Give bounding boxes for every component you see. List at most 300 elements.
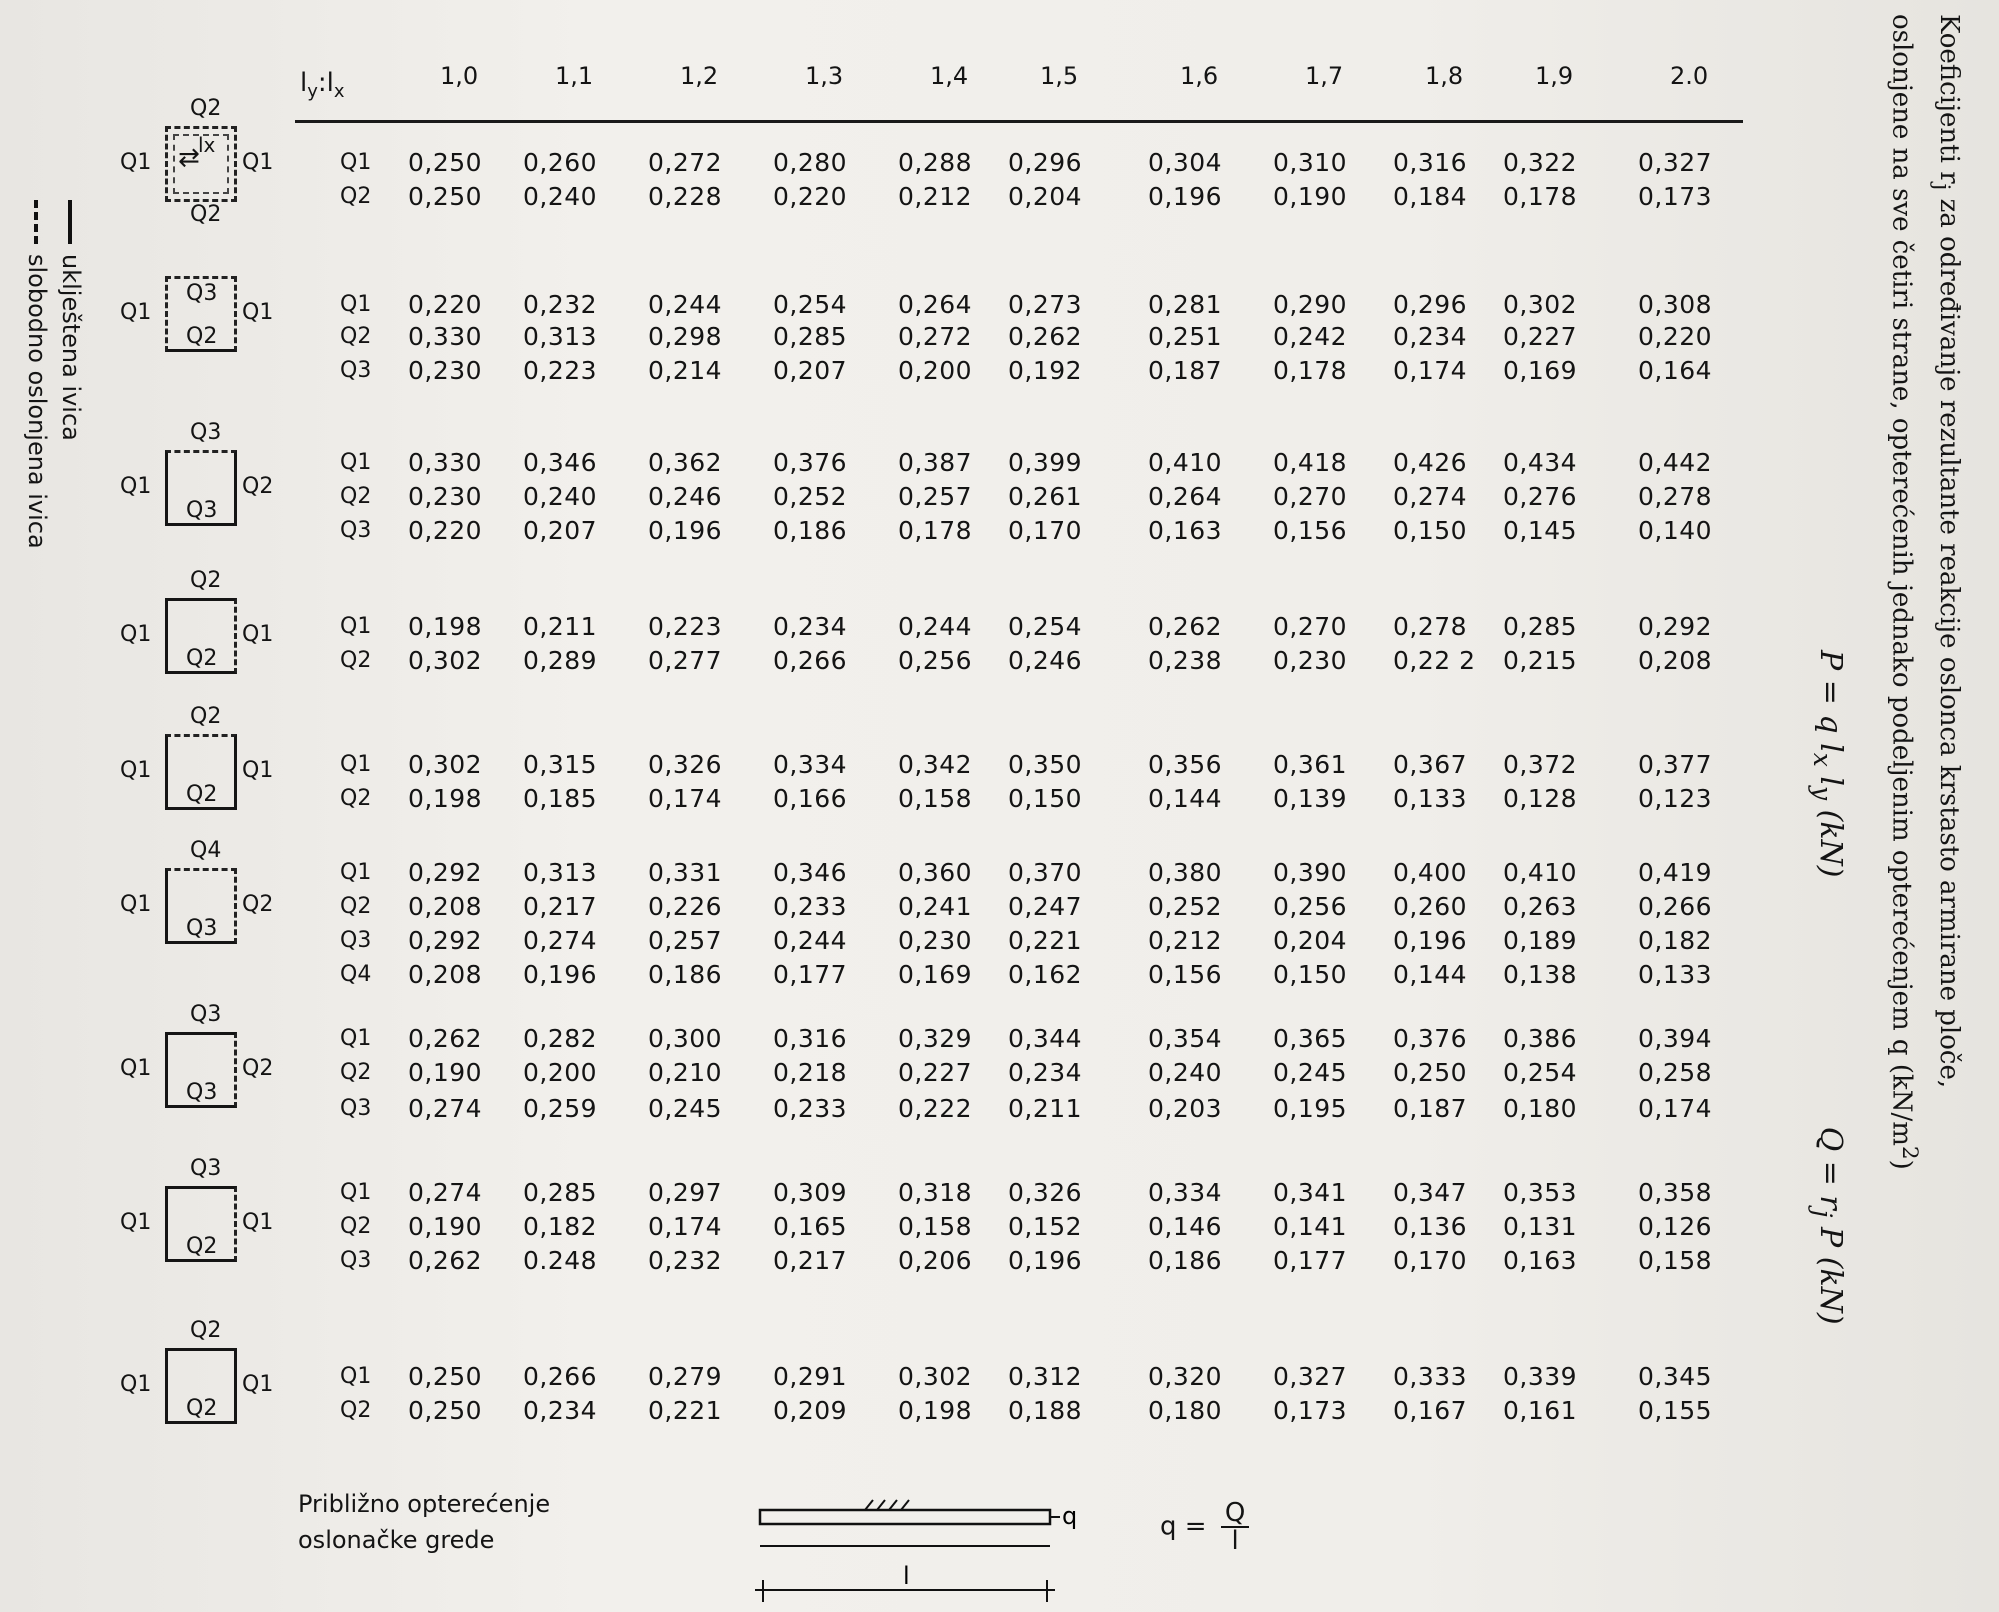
dashed-line-icon <box>34 200 38 244</box>
table-cell: 0,365 <box>1273 1024 1348 1053</box>
table-cell: 0.248 <box>523 1246 598 1275</box>
column-header: 1,0 <box>440 62 479 90</box>
table-cell: 0,178 <box>898 516 973 545</box>
table-cell: 0,156 <box>1148 960 1223 989</box>
edge-load-label: Q3 <box>190 420 222 445</box>
table-cell: 0,144 <box>1393 960 1468 989</box>
table-cell: 0,163 <box>1148 516 1223 545</box>
table-cell: 0,362 <box>648 448 723 477</box>
row-q-label: Q1 <box>340 150 372 175</box>
edge-load-label: Q1 <box>242 150 274 175</box>
table-cell: 0,208 <box>408 892 483 921</box>
table-cell: 0,189 <box>1503 926 1578 955</box>
table-cell: 0,214 <box>648 356 723 385</box>
table-cell: 0,353 <box>1503 1178 1578 1207</box>
table-cell: 0,186 <box>648 960 723 989</box>
table-cell: 0,174 <box>648 1212 723 1241</box>
table-cell: 0,145 <box>1503 516 1578 545</box>
table-cell: 0,276 <box>1503 482 1578 511</box>
table-cell: 0,274 <box>1393 482 1468 511</box>
table-cell: 0,292 <box>408 858 483 887</box>
table-cell: 0,250 <box>1393 1058 1468 1087</box>
table-cell: 0,230 <box>1273 646 1348 675</box>
table-cell: 0,339 <box>1503 1362 1578 1391</box>
table-cell: 0,341 <box>1273 1178 1348 1207</box>
table-cell: 0,358 <box>1638 1178 1713 1207</box>
table-cell: 0,230 <box>898 926 973 955</box>
table-cell: 0,240 <box>523 182 598 211</box>
edge-load-label: Q2 <box>242 1056 274 1081</box>
table-cell: 0,442 <box>1638 448 1713 477</box>
table-cell: 0,196 <box>523 960 598 989</box>
edge-load-label: Q1 <box>242 758 274 783</box>
table-cell: 0,222 <box>898 1094 973 1123</box>
table-cell: 0,262 <box>408 1246 483 1275</box>
inner-bottom-label: Q3 <box>186 916 218 941</box>
table-cell: 0,262 <box>408 1024 483 1053</box>
table-cell: 0,150 <box>1393 516 1468 545</box>
table-cell: 0,327 <box>1273 1362 1348 1391</box>
column-header: 1,3 <box>805 62 844 90</box>
edge-load-label: Q2 <box>190 568 222 593</box>
edge-load-label: Q1 <box>120 474 152 499</box>
table-cell: 0,150 <box>1273 960 1348 989</box>
table-cell: 0,418 <box>1273 448 1348 477</box>
table-cell: 0,186 <box>1148 1246 1223 1275</box>
table-cell: 0,264 <box>1148 482 1223 511</box>
table-cell: 0,190 <box>408 1212 483 1241</box>
table-cell: 0,211 <box>1008 1094 1083 1123</box>
table-cell: 0,144 <box>1148 784 1223 813</box>
table-cell: 0,346 <box>523 448 598 477</box>
column-header: 1,9 <box>1535 62 1574 90</box>
table-cell: 0,304 <box>1148 148 1223 177</box>
edge-load-label: Q2 <box>190 704 222 729</box>
plate-diagram <box>165 734 237 810</box>
column-header: 1,5 <box>1040 62 1079 90</box>
table-cell: 0,234 <box>773 612 848 641</box>
edge-load-label: Q1 <box>242 622 274 647</box>
table-cell: 0,155 <box>1638 1396 1713 1425</box>
table-cell: 0,146 <box>1148 1212 1223 1241</box>
table-cell: 0,372 <box>1503 750 1578 779</box>
row-q-label: Q2 <box>340 894 372 919</box>
table-cell: 0,262 <box>1008 322 1083 351</box>
edge-load-label: Q4 <box>190 838 222 863</box>
edge-load-label: Q1 <box>120 300 152 325</box>
table-cell: 0,217 <box>523 892 598 921</box>
table-cell: 0,331 <box>648 858 723 887</box>
table-cell: 0,346 <box>773 858 848 887</box>
table-cell: 0,233 <box>773 892 848 921</box>
table-cell: 0,288 <box>898 148 973 177</box>
table-cell: 0,285 <box>1503 612 1578 641</box>
table-cell: 0,162 <box>1008 960 1083 989</box>
table-cell: 0,309 <box>773 1178 848 1207</box>
table-cell: 0,187 <box>1148 356 1223 385</box>
table-cell: 0,22 2 <box>1393 646 1476 675</box>
table-cell: 0,250 <box>408 148 483 177</box>
table-cell: 0,266 <box>1638 892 1713 921</box>
table-cell: 0,250 <box>408 1396 483 1425</box>
table-cell: 0,240 <box>523 482 598 511</box>
table-cell: 0,228 <box>648 182 723 211</box>
table-cell: 0,169 <box>1503 356 1578 385</box>
table-cell: 0,246 <box>1008 646 1083 675</box>
table-cell: 0,296 <box>1393 290 1468 319</box>
row-q-label: Q2 <box>340 1398 372 1423</box>
inner-bottom-label: Q2 <box>186 324 218 349</box>
table-cell: 0,278 <box>1393 612 1468 641</box>
table-cell: 0,315 <box>523 750 598 779</box>
table-cell: 0,260 <box>523 148 598 177</box>
column-header: 1,1 <box>555 62 594 90</box>
table-cell: 0,254 <box>773 290 848 319</box>
table-cell: 0,302 <box>408 750 483 779</box>
table-cell: 0,344 <box>1008 1024 1083 1053</box>
solid-line-icon <box>68 200 72 244</box>
lx-label: lx <box>198 133 216 157</box>
title-line-2: oslonjene na sve četiri strane, opterećenih jednako podeljenim opterećenjem q $(kN/m^2)$ <box>1886 14 1922 1170</box>
table-cell: 0,329 <box>898 1024 973 1053</box>
edge-load-label: Q1 <box>242 1372 274 1397</box>
table-cell: 0,256 <box>898 646 973 675</box>
table-cell: 0,123 <box>1638 784 1713 813</box>
row-q-label: Q1 <box>340 1026 372 1051</box>
row-q-label: Q3 <box>340 1096 372 1121</box>
table-cell: 0,258 <box>1638 1058 1713 1087</box>
table-cell: 0,280 <box>773 148 848 177</box>
row-q-label: Q1 <box>340 1180 372 1205</box>
table-cell: 0,221 <box>1008 926 1083 955</box>
column-header: 1,2 <box>680 62 719 90</box>
edge-load-label: Q2 <box>190 202 222 227</box>
table-cell: 0,185 <box>523 784 598 813</box>
edge-load-label: Q1 <box>120 892 152 917</box>
formula-p: P = q $l_x$ $l_y$ (kN) <box>1808 650 1848 878</box>
table-cell: 0,256 <box>1273 892 1348 921</box>
edge-load-label: Q1 <box>120 758 152 783</box>
table-cell: 0,354 <box>1148 1024 1223 1053</box>
table-cell: 0,150 <box>1008 784 1083 813</box>
row-q-label: Q2 <box>340 184 372 209</box>
table-cell: 0,252 <box>773 482 848 511</box>
table-cell: 0,223 <box>648 612 723 641</box>
table-cell: 0,207 <box>773 356 848 385</box>
table-cell: 0,260 <box>1393 892 1468 921</box>
row-q-label: Q3 <box>340 928 372 953</box>
table-cell: 0,320 <box>1148 1362 1223 1391</box>
table-cell: 0,182 <box>1638 926 1713 955</box>
table-cell: 0,234 <box>1393 322 1468 351</box>
table-cell: 0,180 <box>1503 1094 1578 1123</box>
table-cell: 0,252 <box>1148 892 1223 921</box>
table-cell: 0,204 <box>1273 926 1348 955</box>
table-cell: 0,272 <box>898 322 973 351</box>
table-cell: 0,377 <box>1638 750 1713 779</box>
table-cell: 0,158 <box>1638 1246 1713 1275</box>
table-cell: 0,209 <box>773 1396 848 1425</box>
table-cell: 0,244 <box>898 612 973 641</box>
table-title <box>1885 14 1965 1594</box>
table-cell: 0,262 <box>1148 612 1223 641</box>
edge-load-label: Q2 <box>242 474 274 499</box>
table-cell: 0,212 <box>1148 926 1223 955</box>
edge-load-label: Q1 <box>120 1210 152 1235</box>
table-cell: 0,350 <box>1008 750 1083 779</box>
column-header: 1,7 <box>1305 62 1344 90</box>
table-cell: 0,250 <box>408 182 483 211</box>
table-cell: 0,434 <box>1503 448 1578 477</box>
edge-load-label: Q2 <box>190 1318 222 1343</box>
column-header: 1,4 <box>930 62 969 90</box>
table-cell: 0,410 <box>1503 858 1578 887</box>
plate-diagram <box>165 1032 237 1108</box>
table-cell: 0,274 <box>523 926 598 955</box>
plate-diagram <box>165 450 237 526</box>
table-cell: 0,419 <box>1638 858 1713 887</box>
table-cell: 0,232 <box>648 1246 723 1275</box>
footer-line-2: oslonačke grede <box>298 1526 495 1554</box>
inner-bottom-label: Q3 <box>186 498 218 523</box>
table-cell: 0,184 <box>1393 182 1468 211</box>
table-cell: 0,261 <box>1008 482 1083 511</box>
table-cell: 0,238 <box>1148 646 1223 675</box>
table-cell: 0,174 <box>1393 356 1468 385</box>
edge-load-label: Q3 <box>190 1156 222 1181</box>
footer-line-1: Približno opterećenje <box>298 1490 551 1518</box>
table-cell: 0,190 <box>408 1058 483 1087</box>
table-cell: 0,313 <box>523 858 598 887</box>
column-header: 2.0 <box>1670 62 1709 90</box>
table-cell: 0,198 <box>408 784 483 813</box>
table-cell: 0,164 <box>1638 356 1713 385</box>
table-cell: 0,330 <box>408 448 483 477</box>
edge-load-label: Q1 <box>242 1210 274 1235</box>
table-cell: 0,376 <box>773 448 848 477</box>
table-cell: 0,227 <box>898 1058 973 1087</box>
table-cell: 0,263 <box>1503 892 1578 921</box>
table-cell: 0,289 <box>523 646 598 675</box>
plate-diagram <box>165 1186 237 1262</box>
table-cell: 0,233 <box>773 1094 848 1123</box>
row-q-label: Q3 <box>340 518 372 543</box>
table-cell: 0,208 <box>1638 646 1713 675</box>
table-cell: 0,277 <box>648 646 723 675</box>
table-cell: 0,177 <box>1273 1246 1348 1275</box>
table-cell: 0,152 <box>1008 1212 1083 1241</box>
table-cell: 0,126 <box>1638 1212 1713 1241</box>
table-cell: 0,169 <box>898 960 973 989</box>
legend-fixed: uklještena ivica <box>54 200 88 549</box>
column-header: 1,6 <box>1180 62 1219 90</box>
table-cell: 0,254 <box>1503 1058 1578 1087</box>
table-cell: 0,290 <box>1273 290 1348 319</box>
table-cell: 0,310 <box>1273 148 1348 177</box>
table-cell: 0,208 <box>408 960 483 989</box>
table-cell: 0,174 <box>648 784 723 813</box>
row-q-label: Q2 <box>340 648 372 673</box>
table-cell: 0,230 <box>408 356 483 385</box>
table-cell: 0,312 <box>1008 1362 1083 1391</box>
inner-top-label: Q3 <box>186 281 218 306</box>
table-cell: 0,187 <box>1393 1094 1468 1123</box>
beam-l-label: l <box>903 1562 910 1590</box>
table-cell: 0,410 <box>1148 448 1223 477</box>
table-cell: 0,250 <box>408 1362 483 1391</box>
table-cell: 0,221 <box>648 1396 723 1425</box>
row-q-label: Q4 <box>340 962 372 987</box>
table-cell: 0,220 <box>773 182 848 211</box>
table-cell: 0,204 <box>1008 182 1083 211</box>
table-cell: 0,326 <box>1008 1178 1083 1207</box>
table-cell: 0,270 <box>1273 612 1348 641</box>
table-cell: 0,188 <box>1008 1396 1083 1425</box>
table-cell: 0,158 <box>898 1212 973 1241</box>
table-cell: 0,195 <box>1273 1094 1348 1123</box>
table-cell: 0,292 <box>1638 612 1713 641</box>
inner-bottom-label: Q2 <box>186 1234 218 1259</box>
table-cell: 0,200 <box>523 1058 598 1087</box>
table-cell: 0,376 <box>1393 1024 1468 1053</box>
table-cell: 0,167 <box>1393 1396 1468 1425</box>
edge-load-label: Q2 <box>190 96 222 121</box>
table-cell: 0,196 <box>648 516 723 545</box>
table-cell: 0,196 <box>1148 182 1223 211</box>
table-cell: 0,360 <box>898 858 973 887</box>
table-cell: 0,313 <box>523 322 598 351</box>
table-cell: 0,196 <box>1393 926 1468 955</box>
table-cell: 0,210 <box>648 1058 723 1087</box>
load-equation: q = $\frac{Q}{l}$ <box>1160 1500 1249 1554</box>
table-cell: 0,227 <box>1503 322 1578 351</box>
table-cell: 0,220 <box>408 290 483 319</box>
table-cell: 0,302 <box>408 646 483 675</box>
row-q-label: Q3 <box>340 358 372 383</box>
table-cell: 0,367 <box>1393 750 1468 779</box>
table-cell: 0,370 <box>1008 858 1083 887</box>
table-cell: 0,241 <box>898 892 973 921</box>
row-q-label: Q1 <box>340 860 372 885</box>
row-q-label: Q1 <box>340 1364 372 1389</box>
row-q-label: Q3 <box>340 1248 372 1273</box>
table-cell: 0,278 <box>1638 482 1713 511</box>
table-cell: 0,182 <box>523 1212 598 1241</box>
table-cell: 0,247 <box>1008 892 1083 921</box>
table-cell: 0,270 <box>1273 482 1348 511</box>
table-cell: 0,285 <box>773 322 848 351</box>
plate-diagram <box>165 126 237 202</box>
row-q-label: Q2 <box>340 1060 372 1085</box>
table-cell: 0,333 <box>1393 1362 1468 1391</box>
table-cell: 0,173 <box>1638 182 1713 211</box>
ratio-header: $l_y:l_x$ <box>300 68 345 103</box>
table-cell: 0,223 <box>523 356 598 385</box>
table-cell: 0,161 <box>1503 1396 1578 1425</box>
table-cell: 0,133 <box>1638 960 1713 989</box>
table-cell: 0,345 <box>1638 1362 1713 1391</box>
table-cell: 0,178 <box>1273 356 1348 385</box>
column-header: 1,8 <box>1425 62 1464 90</box>
row-q-label: Q1 <box>340 292 372 317</box>
plate-diagram <box>165 598 237 674</box>
table-cell: 0,266 <box>523 1362 598 1391</box>
edge-legend <box>20 200 88 549</box>
table-cell: 0,186 <box>773 516 848 545</box>
table-cell: 0,327 <box>1638 148 1713 177</box>
table-cell: 0,316 <box>1393 148 1468 177</box>
table-cell: 0,156 <box>1273 516 1348 545</box>
table-cell: 0,139 <box>1273 784 1348 813</box>
row-q-label: Q1 <box>340 614 372 639</box>
table-cell: 0,300 <box>648 1024 723 1053</box>
row-q-label: Q1 <box>340 450 372 475</box>
table-cell: 0,131 <box>1503 1212 1578 1241</box>
table-cell: 0,198 <box>898 1396 973 1425</box>
plate-diagram <box>165 1348 237 1424</box>
table-cell: 0,170 <box>1008 516 1083 545</box>
table-cell: 0,361 <box>1273 750 1348 779</box>
table-cell: 0,212 <box>898 182 973 211</box>
table-cell: 0,380 <box>1148 858 1223 887</box>
table-cell: 0,163 <box>1503 1246 1578 1275</box>
table-cell: 0,322 <box>1503 148 1578 177</box>
table-cell: 0,291 <box>773 1362 848 1391</box>
inner-bottom-label: Q2 <box>186 646 218 671</box>
table-cell: 0,356 <box>1148 750 1223 779</box>
table-cell: 0,282 <box>523 1024 598 1053</box>
table-cell: 0,281 <box>1148 290 1223 319</box>
inner-bottom-label: Q2 <box>186 1396 218 1421</box>
table-cell: 0,133 <box>1393 784 1468 813</box>
table-cell: 0,302 <box>898 1362 973 1391</box>
table-cell: 0,140 <box>1638 516 1713 545</box>
edge-load-label: Q3 <box>190 1002 222 1027</box>
table-cell: 0,211 <box>523 612 598 641</box>
inner-bottom-label: Q3 <box>186 1080 218 1105</box>
table-cell: 0,244 <box>773 926 848 955</box>
table-cell: 0,170 <box>1393 1246 1468 1275</box>
table-cell: 0,198 <box>408 612 483 641</box>
table-cell: 0,274 <box>408 1178 483 1207</box>
table-cell: 0,220 <box>1638 322 1713 351</box>
row-q-label: Q1 <box>340 752 372 777</box>
table-cell: 0,200 <box>898 356 973 385</box>
table-cell: 0,308 <box>1638 290 1713 319</box>
row-q-label: Q2 <box>340 484 372 509</box>
table-cell: 0,285 <box>523 1178 598 1207</box>
table-cell: 0,218 <box>773 1058 848 1087</box>
table-cell: 0,240 <box>1148 1058 1223 1087</box>
table-cell: 0,180 <box>1148 1396 1223 1425</box>
table-cell: 0,342 <box>898 750 973 779</box>
plate-diagram <box>165 868 237 944</box>
table-cell: 0,174 <box>1638 1094 1713 1123</box>
table-cell: 0,273 <box>1008 290 1083 319</box>
table-cell: 0,138 <box>1503 960 1578 989</box>
table-cell: 0,279 <box>648 1362 723 1391</box>
plate-diagram <box>165 276 237 352</box>
table-cell: 0,226 <box>648 892 723 921</box>
table-cell: 0,234 <box>1008 1058 1083 1087</box>
table-cell: 0,206 <box>898 1246 973 1275</box>
table-cell: 0,316 <box>773 1024 848 1053</box>
formula-q: $Q = r_j$ P (kN) <box>1808 1126 1848 1325</box>
table-cell: 0,334 <box>773 750 848 779</box>
table-cell: 0,399 <box>1008 448 1083 477</box>
table-cell: 0,178 <box>1503 182 1578 211</box>
table-cell: 0,230 <box>408 482 483 511</box>
